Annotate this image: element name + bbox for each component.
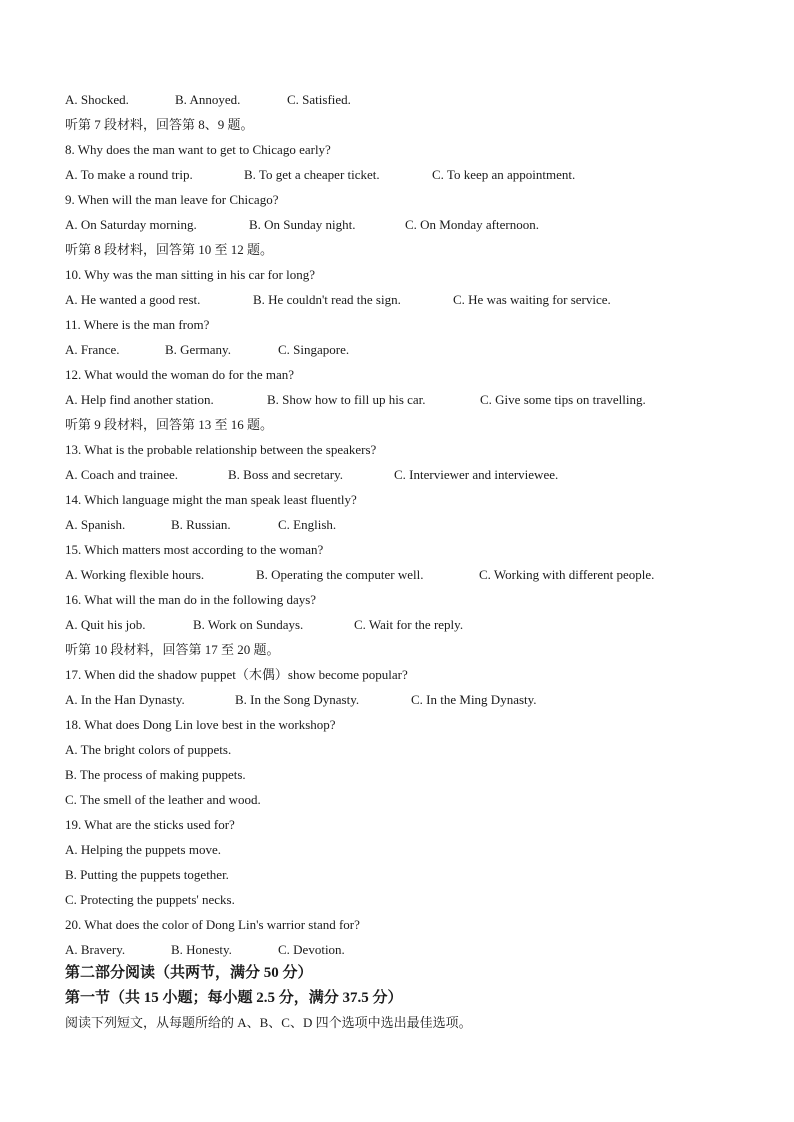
reading-instruction [0, 1014, 794, 1032]
passage7-instruction-text: 听第 7 段材料，回答第 8、9 题。 [65, 117, 254, 132]
q9-stem [0, 191, 794, 209]
q18-option-b-line [0, 766, 794, 784]
q9-option-c: C. On Monday afternoon. [405, 217, 539, 232]
q14-stem-text: 14. Which language might the man speak least fluently? [65, 492, 357, 507]
q19-option-c: C. Protecting the puppets' necks. [65, 892, 235, 907]
q16-option-a: A. Quit his job. [65, 617, 146, 632]
passage10-instruction [0, 641, 794, 659]
q12-option-c: C. Give some tips on travelling. [480, 392, 646, 407]
q17-stem-text: 17. When did the shadow puppet（木偶）show become popular? [65, 667, 408, 682]
q7-option-c: C. Satisfied. [287, 92, 351, 107]
q8-stem-text: 8. Why does the man want to get to Chicago early? [65, 142, 331, 157]
q8-stem [0, 141, 794, 159]
q13-option-a: A. Coach and trainee. [65, 467, 178, 482]
q10-option-b: B. He couldn't read the sign. [253, 292, 401, 307]
q10-stem-text: 10. Why was the man sitting in his car for long? [65, 267, 315, 282]
q19-stem [0, 816, 794, 834]
q14-stem [0, 491, 794, 509]
q10-option-a: A. He wanted a good rest. [65, 292, 201, 307]
q11-option-b: B. Germany. [165, 342, 231, 357]
passage10-instruction-text: 听第 10 段材料，回答第 17 至 20 题。 [65, 642, 280, 657]
q15-stem [0, 541, 794, 559]
q9-option-b: B. On Sunday night. [249, 217, 356, 232]
q19-stem-text: 19. What are the sticks used for? [65, 817, 235, 832]
q15-option-a: A. Working flexible hours. [65, 567, 205, 582]
q8-option-a: A. To make a round trip. [65, 167, 193, 182]
q15-stem-text: 15. Which matters most according to the woman? [65, 542, 324, 557]
q15-options [0, 566, 794, 584]
q20-option-c: C. Devotion. [278, 942, 345, 957]
q16-stem [0, 591, 794, 609]
q11-option-c: C. Singapore. [278, 342, 350, 357]
q14-option-b: B. Russian. [171, 517, 231, 532]
q12-options [0, 391, 794, 409]
q12-option-a: A. Help find another station. [65, 392, 214, 407]
q18-option-c-line [0, 791, 794, 809]
q17-option-b: B. In the Song Dynasty. [235, 692, 360, 707]
q20-options [0, 941, 794, 959]
q16-option-b: B. Work on Sundays. [193, 617, 304, 632]
q11-options [0, 341, 794, 359]
q19-option-a: A. Helping the puppets move. [65, 842, 221, 857]
q15-option-c: C. Working with different people. [479, 567, 655, 582]
q18-option-a-line [0, 741, 794, 759]
q7-option-a: A. Shocked. [65, 92, 129, 107]
q15-option-b: B. Operating the computer well. [256, 567, 424, 582]
q17-option-a: A. In the Han Dynasty. [65, 692, 185, 707]
q19-option-c-line [0, 891, 794, 909]
q13-options [0, 466, 794, 484]
q20-option-a: A. Bravery. [65, 942, 126, 957]
q19-option-b: B. Putting the puppets together. [65, 867, 229, 882]
q7-options [0, 91, 794, 109]
q19-option-a-line [0, 841, 794, 859]
reading-section-title [0, 988, 794, 1008]
reading-instruction-text: 阅读下列短文，从每题所给的 A、B、C、D 四个选项中选出最佳选项。 [65, 1015, 472, 1030]
q8-option-b: B. To get a cheaper ticket. [244, 167, 380, 182]
q12-stem-text: 12. What would the woman do for the man? [65, 367, 295, 382]
q16-options [0, 616, 794, 634]
q7-option-b: B. Annoyed. [175, 92, 241, 107]
reading-section-title-text: 第一节（共 15 小题；每小题 2.5 分，满分 37.5 分） [65, 990, 403, 1006]
q13-option-b: B. Boss and secretary. [228, 467, 344, 482]
q10-options [0, 291, 794, 309]
q17-stem [0, 666, 794, 684]
q17-option-c: C. In the Ming Dynasty. [411, 692, 537, 707]
reading-part-title [0, 963, 794, 983]
q18-stem-text: 18. What does Dong Lin love best in the workshop? [65, 717, 336, 732]
q11-stem-text: 11. Where is the man from? [65, 317, 210, 332]
q10-stem [0, 266, 794, 284]
q20-option-b: B. Honesty. [171, 942, 232, 957]
q9-stem-text: 9. When will the man leave for Chicago? [65, 192, 279, 207]
q14-option-a: A. Spanish. [65, 517, 126, 532]
q11-stem [0, 316, 794, 334]
q16-option-c: C. Wait for the reply. [354, 617, 464, 632]
q20-stem-text: 20. What does the color of Dong Lin's warrior stand for? [65, 917, 360, 932]
q18-option-a: A. The bright colors of puppets. [65, 742, 232, 757]
q11-option-a: A. France. [65, 342, 120, 357]
q9-options [0, 216, 794, 234]
passage9-instruction-text: 听第 9 段材料，回答第 13 至 16 题。 [65, 417, 274, 432]
q9-option-a: A. On Saturday morning. [65, 217, 197, 232]
q18-option-c: C. The smell of the leather and wood. [65, 792, 261, 807]
passage8-instruction [0, 241, 794, 259]
q16-stem-text: 16. What will the man do in the following days? [65, 592, 317, 607]
q10-option-c: C. He was waiting for service. [453, 292, 611, 307]
q8-options [0, 166, 794, 184]
q13-stem [0, 441, 794, 459]
reading-part-title-text: 第二部分阅读（共两节，满分 50 分） [65, 965, 313, 981]
q18-option-b: B. The process of making puppets. [65, 767, 246, 782]
q20-stem [0, 916, 794, 934]
q18-stem [0, 716, 794, 734]
q12-option-b: B. Show how to fill up his car. [267, 392, 426, 407]
passage8-instruction-text: 听第 8 段材料，回答第 10 至 12 题。 [65, 242, 274, 257]
q13-option-c: C. Interviewer and interviewee. [394, 467, 559, 482]
q13-stem-text: 13. What is the probable relationship between the speakers? [65, 442, 377, 457]
q8-option-c: C. To keep an appointment. [432, 167, 576, 182]
passage9-instruction [0, 416, 794, 434]
q19-option-b-line [0, 866, 794, 884]
passage7-instruction [0, 116, 794, 134]
q12-stem [0, 366, 794, 384]
q14-option-c: C. English. [278, 517, 337, 532]
q17-options [0, 691, 794, 709]
q14-options [0, 516, 794, 534]
